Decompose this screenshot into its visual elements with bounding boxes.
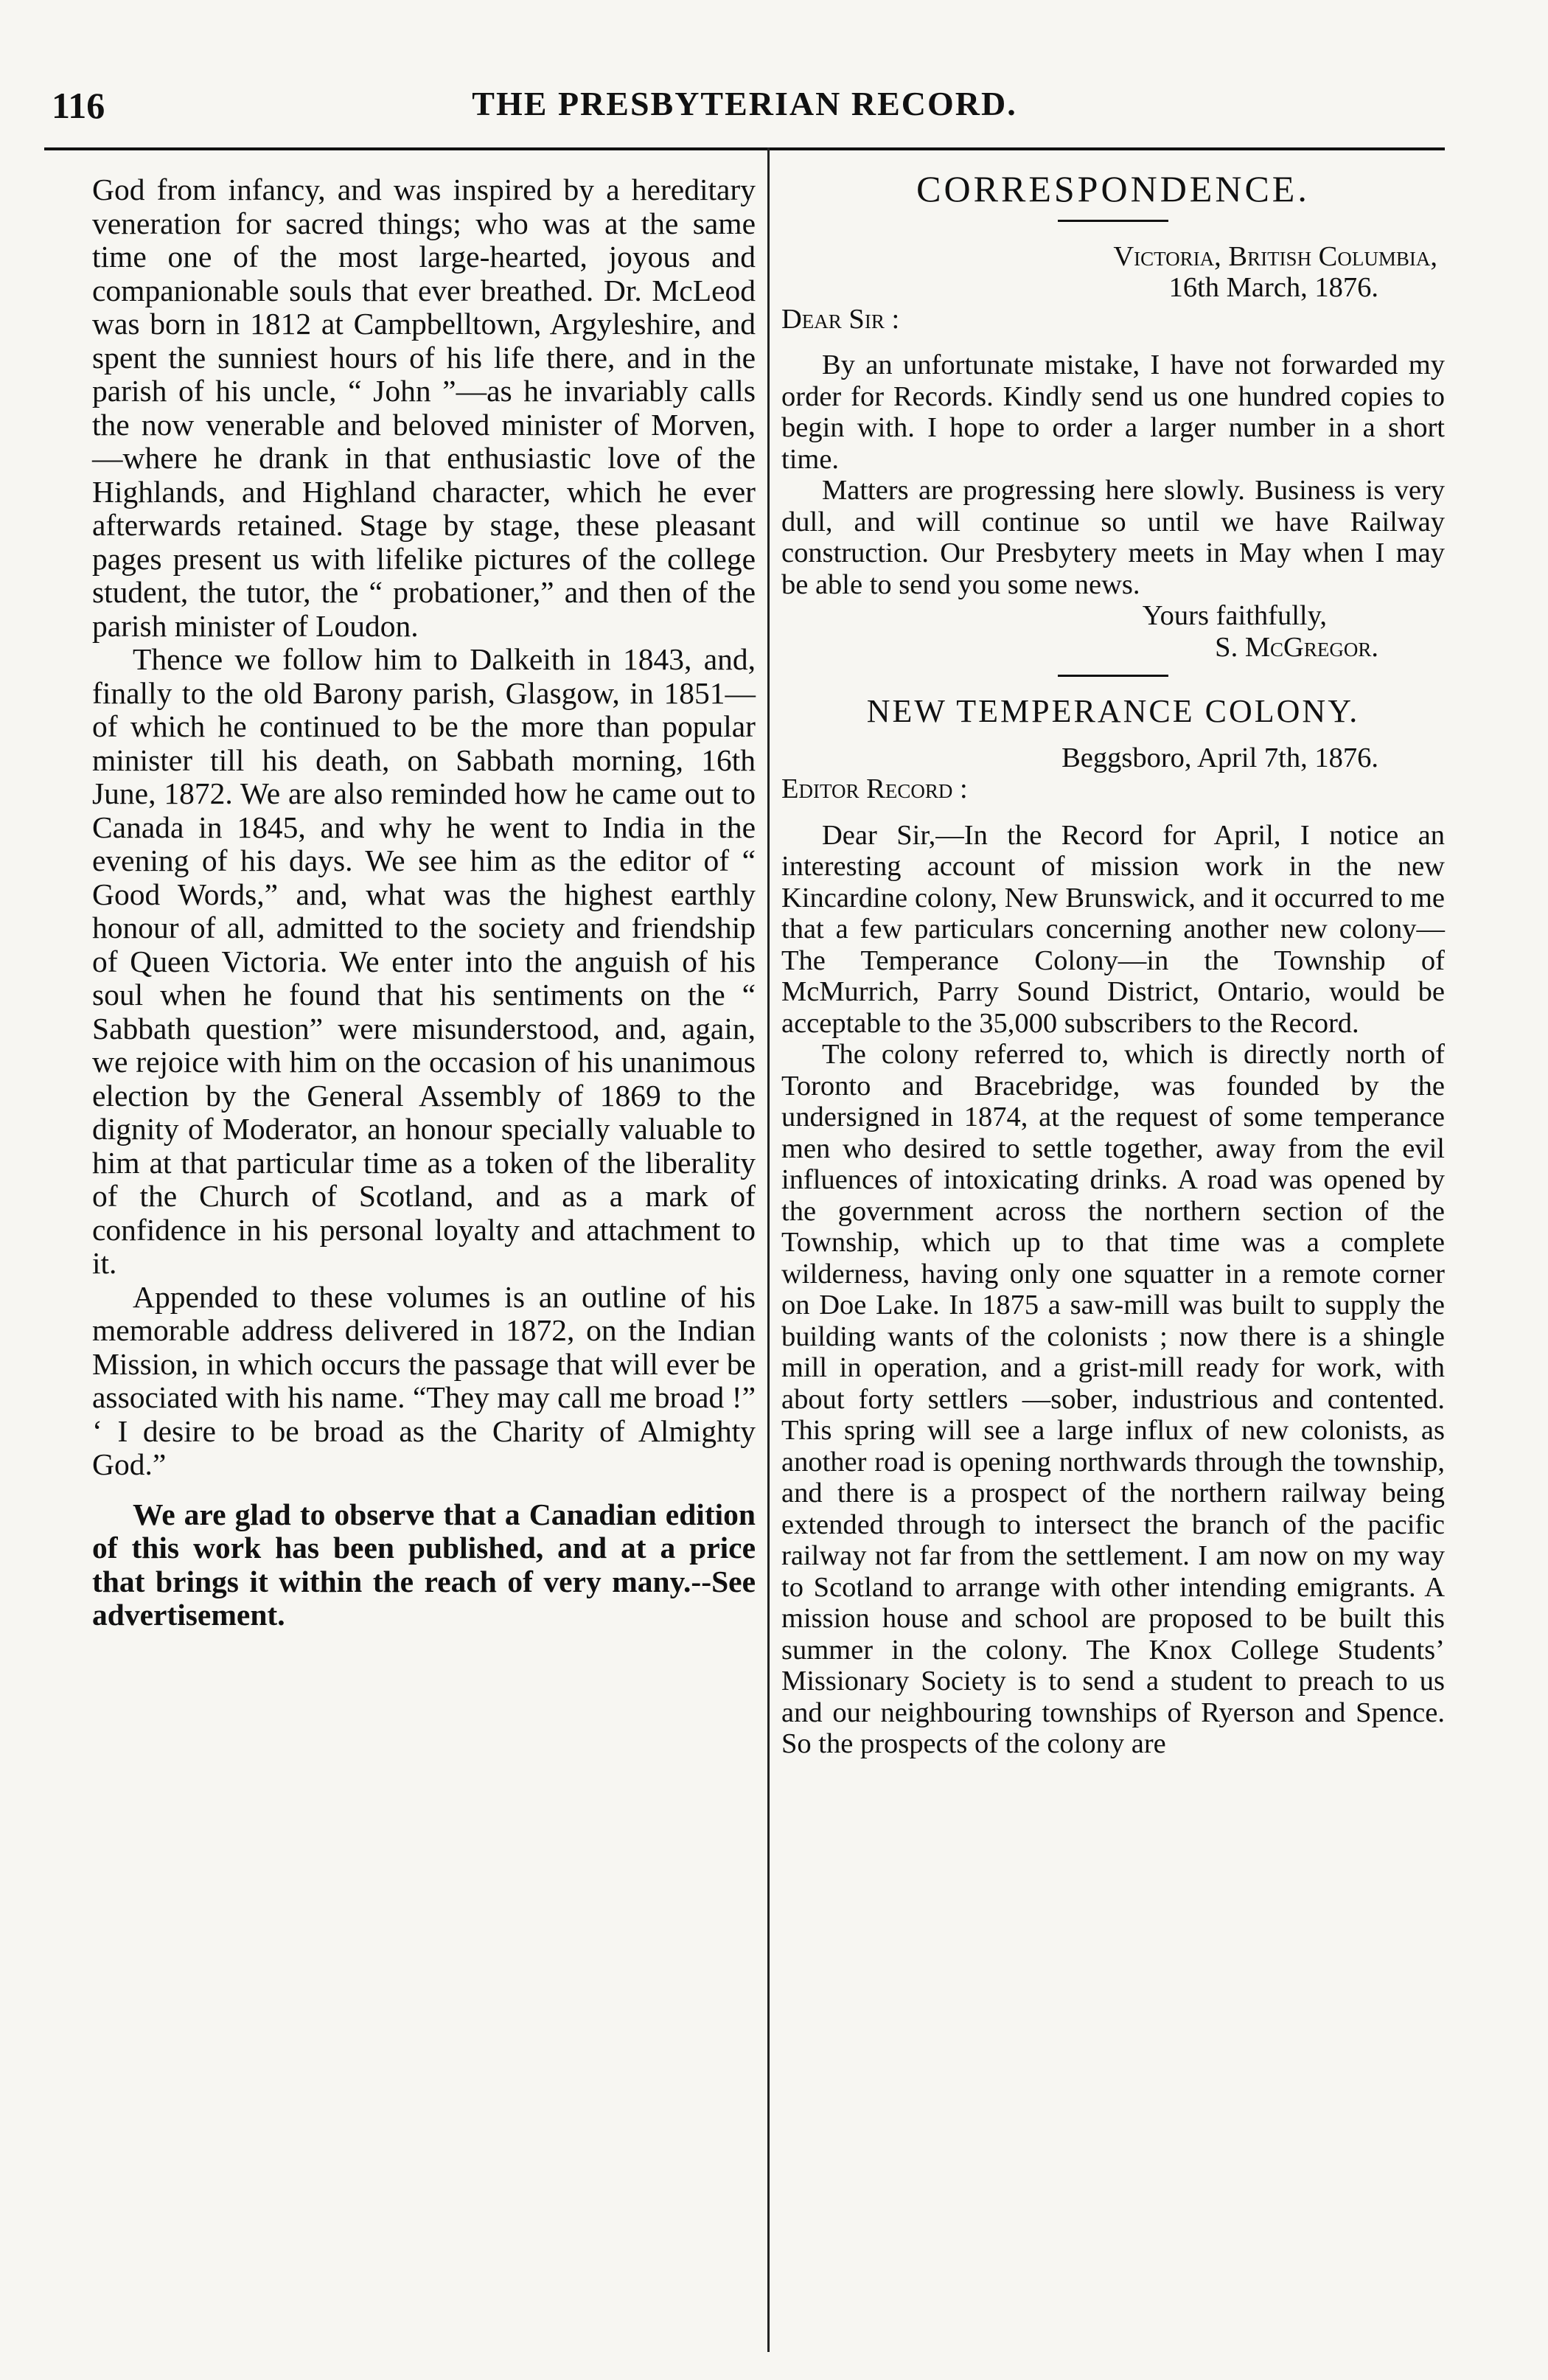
letter-closing: Yours faithfully, (1142, 600, 1327, 631)
temperance-colony-heading: NEW TEMPERANCE COLONY. (866, 693, 1360, 729)
letter-paragraph: Matters are progressing here slowly. Business is very dull, and will continue so until we have Railway construction. Our Presbytery meets in May when I may be able to send you some news. (781, 475, 1445, 600)
letter-place: Victoria, British Columbia, (1113, 240, 1437, 272)
article-paragraph: Thence we follow him to Dalkeith in 1843, and, finally to the old Barony parish, Glasgow, in 1851—of which he continued to be the more than popular minister till his death, on Sabbath morning, 16th June, 1872. We are also reminded how he came out to Canada in 1845, and why he went to India in the evening of his days. We see him as the editor of “ Good Words,” and, what was the highest earthly honour of all, admitted to the society and friendship of Queen Victoria. We enter into the anguish of his soul when he found that his sentiments on the “ Sabbath question” were misunderstood, and, again, we rejoice with him on the occasion of his unanimous election by the General Assembly of 1869 to the dignity of Moderator, an honour specially valuable to him at that particular time as a token of the liberality of the Church of Scotland, and as a mark of confidence in his personal loyalty and attachment to it. (92, 642, 756, 1280)
column-divider (767, 147, 770, 2352)
page-number: 116 (52, 85, 105, 126)
short-rule (1058, 675, 1168, 677)
advertisement-note: We are glad to observe that a Canadian edition of this work has been published, and at a price that brings it within the reach of very many.--See advertisement. (92, 1497, 756, 1632)
right-column (781, 168, 1445, 1760)
article-paragraph: God from infancy, and was inspired by a hereditary veneration for sacred things; who was at the same time one of the most large-hearted, joyous and companionable souls that ever breathed. Dr. McLeod was born in 1812 at Campbelltown, Argyleshire, and spent the sunniest hours of his life there, and in the parish of his uncle, “ John ”—as he invariably calls the now venerable and beloved minister of Morven,—where he drank in that enthusiastic love of the Highlands, and Highland character, which he ever afterwards retained. Stage by stage, these pleasant pages present us with lifelike pictures of the college student, the tutor, the “ probationer,” and then of the parish minister of Loudon. (92, 173, 756, 643)
letter-paragraph: The colony referred to, which is directly north of Toronto and Bracebridge, was founded by the undersigned in 1874, at the request of some temperance men who desired to settle together, away from the evil influences of intoxicating drinks. A road was opened by the government across the northern section of the Township, which up to that time was a complete wilderness, having only one squatter in a remote corner on Doe Lake. In 1875 a saw-mill was built to supply the building wants of the colonists ; now there is a shingle mill in operation, and a grist-mill ready for work, with about forty settlers —sober, industrious and contented. This spring will see a large influx of new colonists, as another road is opening northwards through the township, and there is a prospect of the northern railway being extended through to intersect the branch of the pacific railway not far from the settlement. I am now on my way to Scotland to arrange with other intending emigrants. A mission house and school are proposed to be built this summer in the colony. The Knox College Students’ Missionary Society is to send a student to preach to us and our neighbouring townships of Ryerson and Spence. So the prospects of the colony are (781, 1039, 1445, 1759)
letter-dateline: Beggsboro, April 7th, 1876. (1061, 742, 1378, 773)
letter-signature: S. McGregor. (1215, 631, 1378, 663)
page-header (44, 81, 1445, 140)
letter-paragraph: Dear Sir,—In the Record for April, I notice an interesting account of mission work in the new Kincardine colony, New Brunswick, and it occurred to me that a few particulars concerning another new colony—The Temperance Colony—in the Township of McMurrich, Parry Sound District, Ontario, would be acceptable to the 35,000 subscribers to the Record. (781, 819, 1445, 1039)
letter-salutation: Dear Sir : (781, 303, 900, 335)
correspondence-heading: CORRESPONDENCE. (916, 168, 1310, 209)
running-title: THE PRESBYTERIAN RECORD. (472, 85, 1017, 122)
short-rule (1058, 220, 1168, 222)
letter-date: 16th March, 1876. (1168, 272, 1378, 303)
letter-salutation: Editor Record : (781, 773, 968, 804)
letter-paragraph: By an unfortunate mistake, I have not forwarded my order for Records. Kindly send us one hundred copies to begin with. I hope to order a larger number in a short time. (781, 349, 1445, 475)
article-paragraph: Appended to these volumes is an outline of his memorable address delivered in 1872, on the Indian Mission, in which occurs the passage that will ever be associated with his name. “They may call me broad !” ‘ I desire to be broad as the Charity of Almighty God.” (92, 1279, 756, 1481)
left-column (92, 173, 756, 1632)
header-rule (44, 147, 1445, 150)
